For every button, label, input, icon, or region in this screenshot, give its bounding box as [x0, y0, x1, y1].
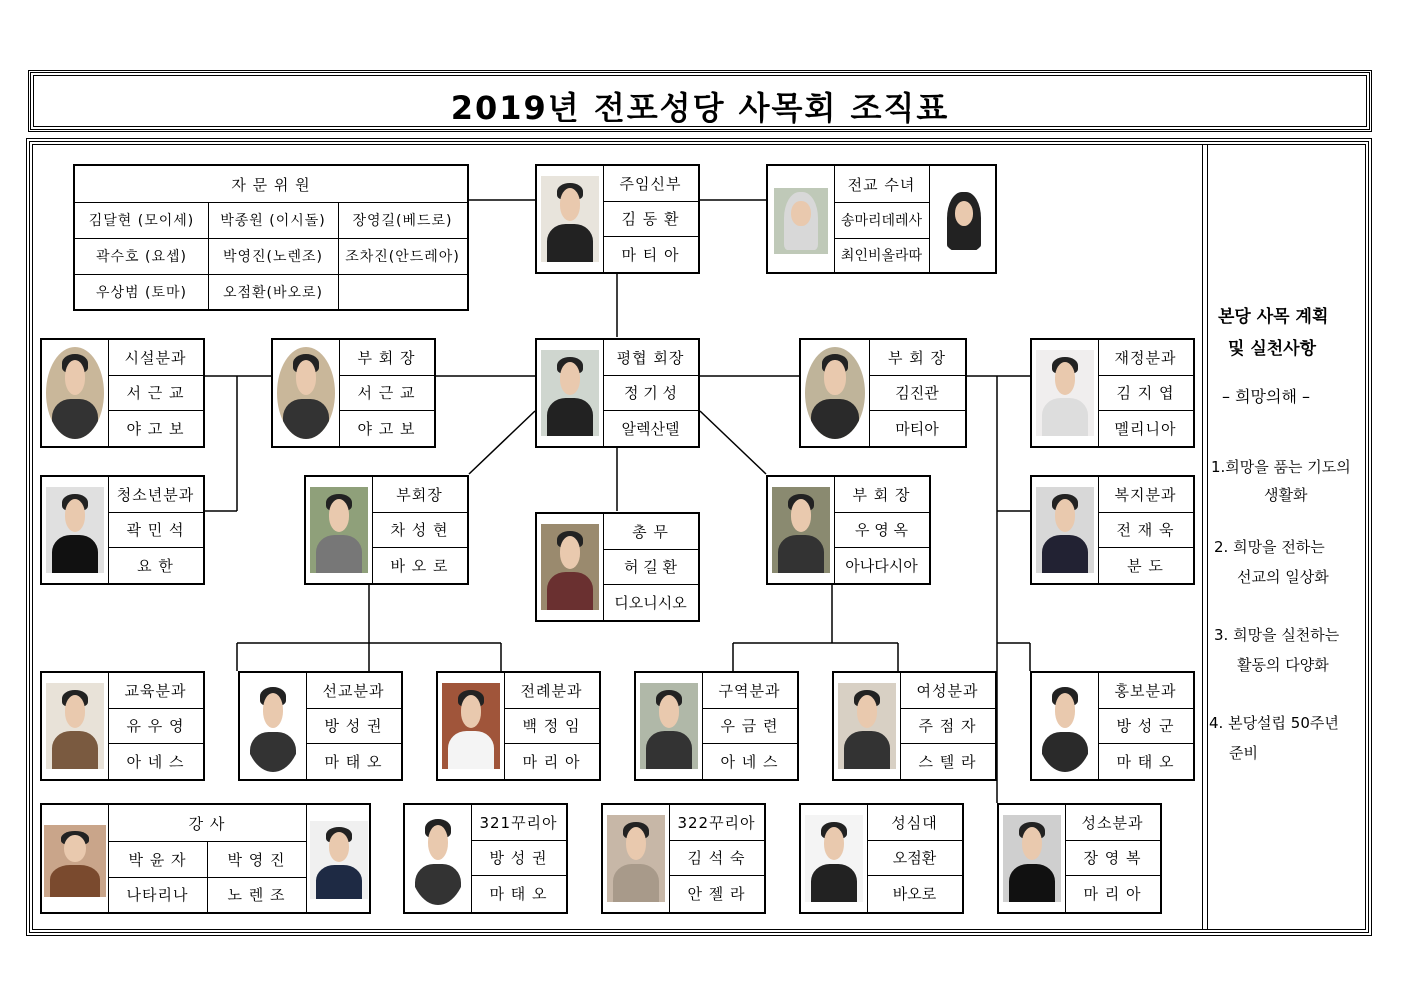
- advisor-name: [338, 274, 467, 309]
- role-label: 총 무: [632, 523, 669, 541]
- role-label: 선교분과: [322, 682, 385, 700]
- person-name: 곽 민 석: [126, 521, 185, 539]
- role-label: 부 회 장: [357, 349, 416, 367]
- role-label: 평협 회장: [616, 349, 685, 367]
- photo-president: [541, 350, 599, 436]
- person-name: 김진관: [895, 384, 939, 402]
- photo-curia321: [409, 812, 467, 905]
- person-name: 최인비올라따: [840, 248, 923, 264]
- card-missionary: [766, 164, 997, 274]
- role-label: 성심대: [891, 814, 938, 832]
- baptismal-name: 아 네 스: [720, 752, 779, 771]
- role-label: 교육분과: [124, 682, 187, 700]
- photo-sister-1: [774, 188, 828, 254]
- role-label: 강 사: [188, 814, 226, 833]
- role-label: 복지분과: [1114, 486, 1177, 504]
- photo-youth: [46, 487, 104, 573]
- advisor-name: 조차진(안드레아): [345, 249, 460, 265]
- photo-vp-left: [277, 347, 335, 439]
- card-district: [634, 671, 799, 781]
- role-label: 홍보분과: [1114, 682, 1177, 700]
- role-label: 전례분과: [520, 682, 583, 700]
- person-name: 전 재 욱: [1116, 521, 1175, 539]
- person-name: 서 근 교: [357, 384, 416, 402]
- card-education: [40, 671, 205, 781]
- person-name: 김 석 숙: [687, 849, 746, 867]
- sidebar-item: 활동의 다양화: [1237, 656, 1329, 674]
- sidebar-heading: 및 실천사항: [1228, 339, 1317, 359]
- person-name: 방 성 권: [489, 849, 548, 867]
- baptismal-name: 알렉산델: [621, 419, 680, 438]
- photo-district: [640, 683, 698, 769]
- baptismal-name: 요 한: [137, 556, 174, 575]
- baptismal-name: 마 티 아: [621, 245, 680, 264]
- card-welfare: [1030, 475, 1195, 585]
- role-label: 부 회 장: [852, 486, 911, 504]
- sidebar-item: 준비: [1229, 744, 1258, 762]
- photo-liturgy: [442, 683, 500, 769]
- card-sacristy: [997, 803, 1162, 914]
- card-vp-left: [271, 338, 436, 448]
- photo-education: [46, 683, 104, 769]
- photo-vp-mid-left: [310, 487, 368, 573]
- card-curia322: [601, 803, 766, 914]
- role-label: 부 회 장: [887, 349, 946, 367]
- role-label: 322꾸리아: [677, 814, 756, 832]
- advisory-header: 자 문 위 원: [231, 175, 311, 194]
- role-label: 재정분과: [1114, 349, 1177, 367]
- card-liturgy: [436, 671, 601, 781]
- baptismal-name: 스 텔 라: [918, 752, 977, 771]
- role-label: 부회장: [396, 486, 443, 504]
- person-name: 김 동 환: [621, 210, 680, 228]
- person-name: 송마리데레사: [840, 213, 923, 229]
- card-pastor: [535, 164, 700, 274]
- person-name: 방 성 권: [324, 717, 383, 735]
- baptismal-name: 안 젤 라: [687, 885, 746, 903]
- baptismal-name: 바 오 로: [390, 556, 449, 575]
- photo-sacristy: [1003, 815, 1061, 902]
- person-name: 백 정 임: [522, 717, 581, 735]
- person-name: 박 윤 자: [128, 850, 187, 869]
- baptismal-name: 야 고 보: [357, 419, 416, 438]
- photo-choir: [805, 815, 863, 902]
- person-name: 주 점 자: [918, 717, 977, 735]
- sidebar-item: 선교의 일상화: [1237, 568, 1329, 586]
- person-name: 오점환: [892, 849, 937, 867]
- baptismal-name: 야 고 보: [126, 419, 185, 438]
- sidebar-item: 2. 희망을 전하는: [1214, 538, 1325, 556]
- baptismal-name: 마 태 오: [1116, 752, 1175, 771]
- baptismal-name: 디오니시오: [614, 593, 687, 612]
- person-name: 서 근 교: [126, 384, 185, 402]
- role-label: 청소년분과: [116, 486, 195, 504]
- photo-mission: [244, 680, 302, 772]
- card-mission: [238, 671, 403, 781]
- person-name: 김 지 엽: [1116, 384, 1175, 402]
- advisor-name: 오점환(바오로): [222, 284, 324, 301]
- card-secretary: [535, 512, 700, 622]
- person-name: 우 영 옥: [854, 521, 908, 539]
- sidebar-item: 3. 희망을 실천하는: [1214, 626, 1340, 644]
- photo-sister-2: [938, 188, 990, 254]
- card-vp-mid-right: [766, 475, 931, 585]
- role-label: 전교 수녀: [847, 175, 916, 194]
- person-name: 유 우 영: [126, 717, 185, 735]
- baptismal-name: 마 태 오: [324, 752, 383, 771]
- person-name: 정 기 성: [623, 384, 677, 402]
- baptismal-name: 노 렌 조: [227, 886, 286, 904]
- advisor-name: 박영진(노렌조): [222, 249, 324, 265]
- photo-lecturer-1: [44, 825, 106, 897]
- photo-vp-mid-right: [772, 487, 830, 573]
- advisor-name: 장영길(베드로): [352, 213, 453, 229]
- advisory-committee: [73, 164, 469, 311]
- sidebar-motto: – 희망의해 –: [1222, 387, 1310, 406]
- baptismal-name: 멜리니아: [1114, 419, 1177, 438]
- baptismal-name: 아 네 스: [126, 752, 185, 771]
- card-vp-right: [799, 338, 967, 448]
- photo-curia322: [607, 815, 665, 902]
- card-lecturers: [40, 803, 371, 914]
- card-women: [832, 671, 997, 781]
- card-facilities: [40, 338, 205, 448]
- sidebar-item: 1.희망을 품는 기도의: [1211, 458, 1351, 476]
- baptismal-name: 나타리나: [126, 886, 189, 904]
- baptismal-name: 마 리 아: [522, 752, 581, 771]
- baptismal-name: 아나다시아: [845, 556, 918, 575]
- role-label: 주임신부: [619, 175, 682, 193]
- baptismal-name: 마티아: [895, 419, 939, 438]
- photo-finance: [1036, 350, 1094, 436]
- card-curia321: [403, 803, 568, 914]
- person-name: 허 길 환: [623, 558, 677, 576]
- photo-secretary: [541, 524, 599, 610]
- card-finance: [1030, 338, 1195, 448]
- person-name: 차 성 현: [390, 521, 449, 539]
- baptismal-name: 분 도: [1127, 556, 1164, 575]
- photo-pr: [1036, 680, 1094, 772]
- role-label: 성소분과: [1081, 814, 1144, 832]
- photo-pastor: [541, 176, 599, 262]
- sidebar-item: 4. 본당설립 50주년: [1209, 714, 1339, 732]
- card-choir: [799, 803, 964, 914]
- card-pr: [1030, 671, 1195, 781]
- page-title: 2019년 전포성당 사목회 조직표: [450, 89, 950, 127]
- photo-vp-right: [805, 347, 865, 439]
- card-youth: [40, 475, 205, 585]
- role-label: 여성분과: [916, 682, 979, 700]
- advisor-name: 우상범 (토마): [96, 284, 187, 301]
- advisor-name: 김달현 (모이세): [88, 213, 195, 229]
- photo-lecturer-2: [310, 821, 368, 899]
- person-name: 박 영 진: [227, 850, 286, 869]
- baptismal-name: 마 태 오: [489, 885, 548, 903]
- card-vp-mid-left: [304, 475, 469, 585]
- role-label: 시설분과: [124, 349, 187, 367]
- baptismal-name: 마 리 아: [1083, 885, 1142, 903]
- photo-women: [838, 683, 896, 769]
- person-name: 방 성 군: [1116, 717, 1175, 735]
- role-label: 구역분과: [718, 682, 781, 700]
- card-president: [535, 338, 700, 448]
- role-label: 321꾸리아: [479, 814, 558, 832]
- person-name: 우 금 련: [720, 717, 779, 735]
- sidebar-item: 생활화: [1264, 486, 1308, 504]
- photo-facilities: [46, 347, 104, 439]
- advisor-name: 곽수호 (요셉): [96, 249, 187, 265]
- person-name: 장 영 복: [1083, 849, 1142, 867]
- photo-welfare: [1036, 487, 1094, 573]
- baptismal-name: 바오로: [892, 885, 937, 903]
- advisor-name: 박종원 (이시돌): [220, 213, 326, 229]
- sidebar-heading: 본당 사목 계획: [1218, 307, 1329, 327]
